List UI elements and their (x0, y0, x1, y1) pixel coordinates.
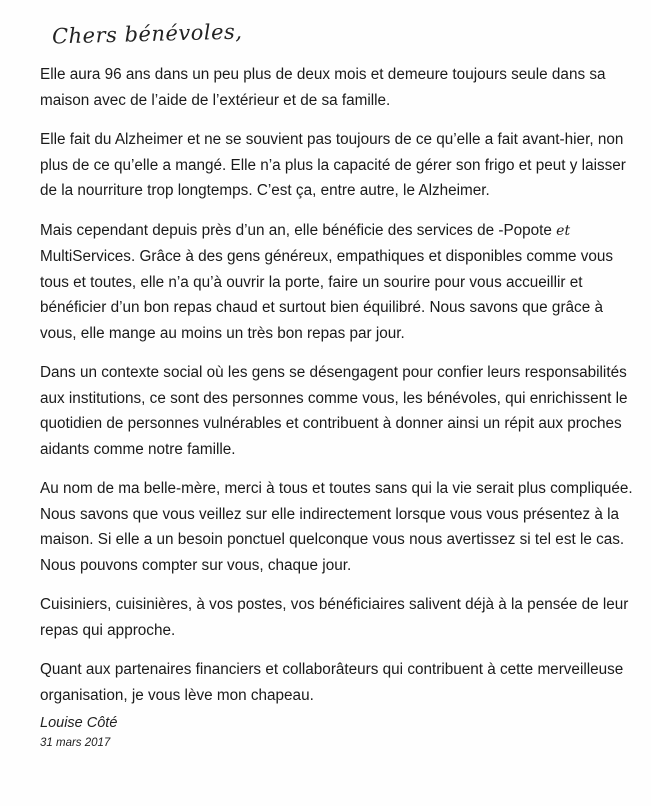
paragraph-3-start: Mais cependant depuis près d’un an, elle bénéficie des services de (40, 221, 499, 239)
signature-name: Louise Côté (40, 715, 118, 731)
handwritten-salutation: Chers bénévoles, (51, 19, 243, 49)
paragraph-7: Quant aux partenaires financiers et collaborâteurs qui contribuent à cette merveilleuse organisation, je vous lève mon chapeau. (40, 661, 624, 704)
letter-body (40, 62, 640, 722)
popote-text: -Popote (498, 221, 552, 239)
paragraph-5: Au nom de ma belle-mère, merci à tous et toutes sans qui la vie serait plus compliquée. Nous savons que vous veillez sur elle indirectement lorsque vous vous présentez à la maison. Si elle a un besoin ponctuel quelconque vous nous avertissez si tel est le cas. Nous pouvons compter sur vous, chaque jour. (40, 480, 633, 574)
paragraph-3-end: MultiServices. Grâce à des gens généreux, empathiques et disponibles comme vous tous et toutes, elle n’a qu’à ouvrir la porte, faire un sourire pour vous accueillir et bénéficier d’un bon repas chaud et surtout bien équilibré. Nous savons que grâce à vous, elle mange au moins un très bon repas par jour. (40, 248, 614, 342)
paragraph-3 (40, 218, 640, 347)
paragraph-2: Elle fait du Alzheimer et ne se souvient pas toujours de ce qu’elle a fait avant-hier, non plus de ce qu’elle a mangé. Elle n’a plus la capacité de gérer son frigo et peut y laisser de la nourriture trop longtemps. C’est ça, entre autre, le Alzheimer. (40, 131, 626, 199)
paragraph-1: Elle aura 96 ans dans un peu plus de deux mois et demeure toujours seule dans sa maison avec de l’aide de l’extérieur et de sa famille. (40, 66, 606, 109)
signature-date: 31 mars 2017 (40, 737, 111, 749)
paragraph-6: Cuisiniers, cuisinières, à vos postes, vos bénéficiaires salivent déjà à la pensée de leur repas qui approche. (40, 596, 629, 639)
paragraph-4: Dans un contexte social où les gens se désengagent pour confier leurs responsabilités aux institutions, ce sont des personnes comme vous, les bénévoles, qui enrichissent le quotidien de personnes vulnérables et contribuent à donner ainsi un répit aux proches aidants comme notre famille. (40, 364, 628, 458)
handwritten-et: et (556, 222, 571, 239)
signature-block (40, 712, 117, 752)
